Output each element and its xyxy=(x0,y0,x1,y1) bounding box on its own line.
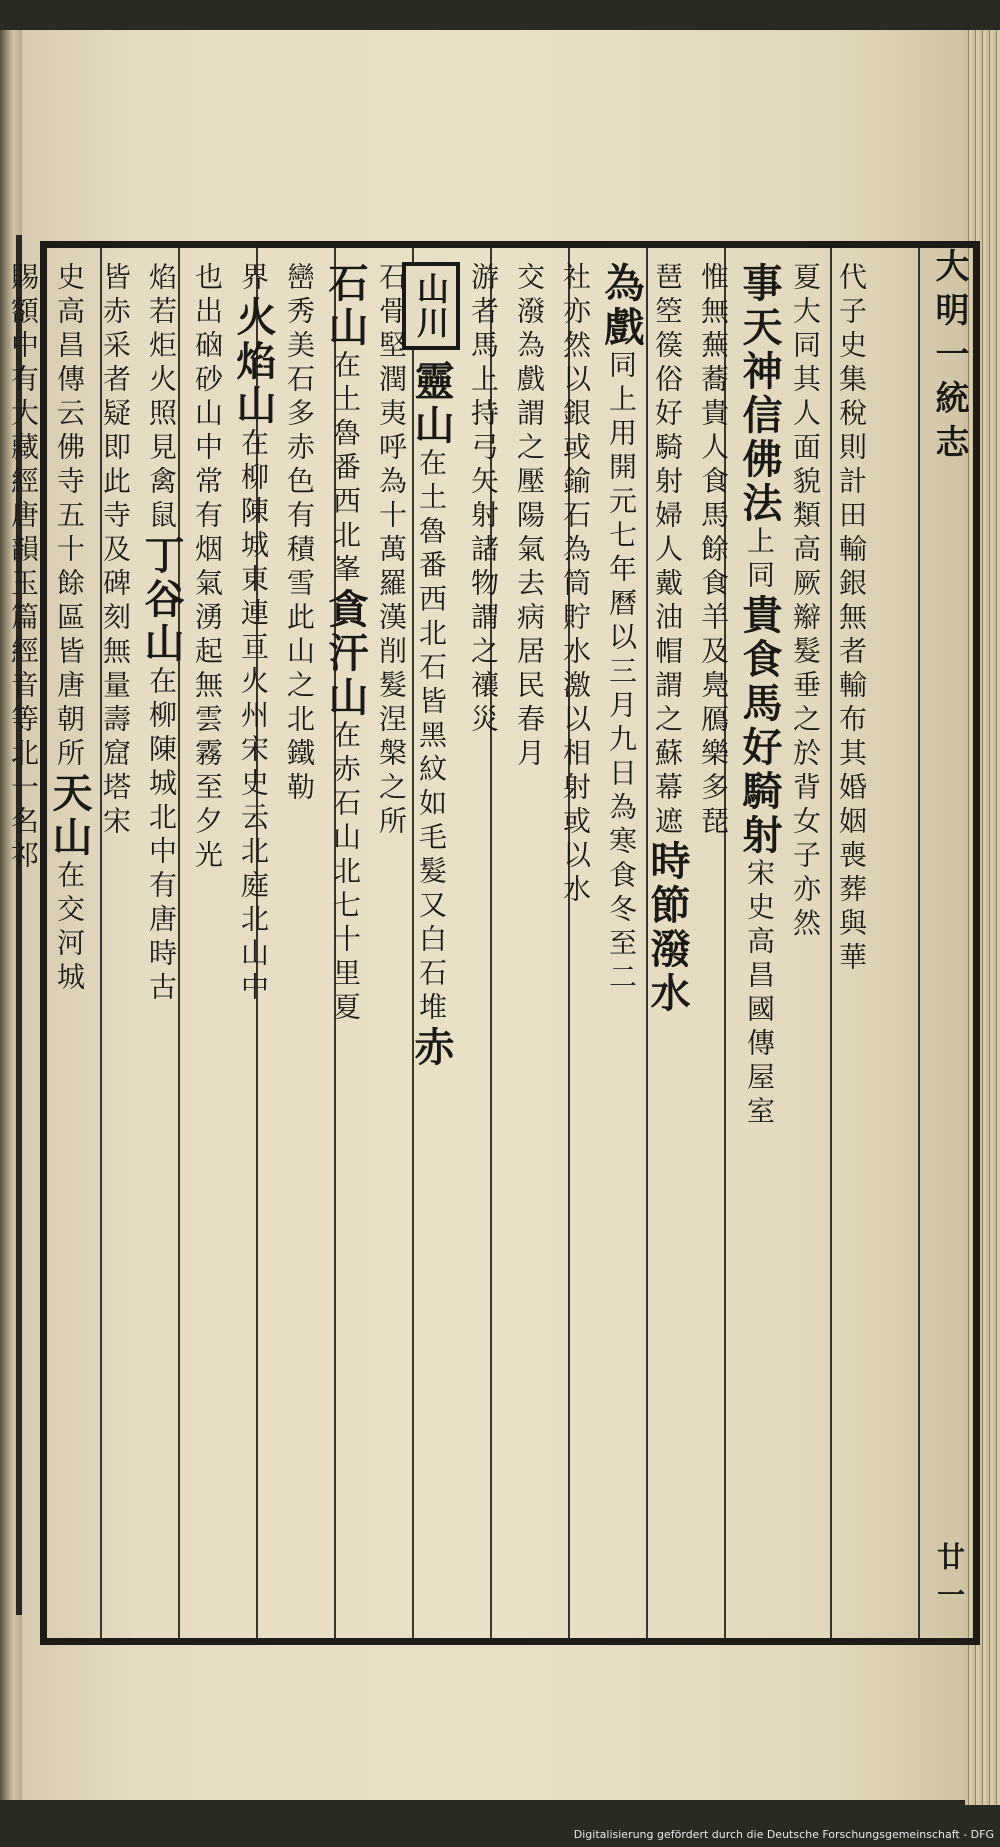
annotation-text: 巒秀美石多赤色 xyxy=(283,262,316,500)
annotation-text: 同上用開元七年曆以三月九日為寒食冬至二 xyxy=(605,350,638,996)
annotation-text: 石骨堅潤夷呼為十萬羅漢削髮涅槃之所 xyxy=(375,262,408,840)
annotation-text: 在赤石山北七十里夏 xyxy=(329,720,362,1026)
text-column xyxy=(0,262,46,1632)
annotation-text: 惟無蕪蕎貴人食馬餘食羊及鳧鴈樂多琵 xyxy=(697,262,730,840)
annotation-text: 有積雪此山之北鐵勒 xyxy=(283,500,316,806)
annotation-text: 賜額中有大藏經唐韻玉篇經音等 xyxy=(7,262,40,738)
annotation-text: 在土魯番西北峯 xyxy=(329,350,362,588)
heading-term: 靈山 xyxy=(408,360,455,448)
text-column xyxy=(276,262,322,1632)
text-column xyxy=(552,262,598,1632)
digitization-credit: Digitalisierung gefördert durch die Deutsche Forschungsgemeinschaft - DFG xyxy=(573,1828,994,1841)
annotation-text: 在土魯番西北石皆黑紋如毛髮又白石堆 xyxy=(415,448,448,1026)
book-title: 大明一統志 xyxy=(929,248,969,468)
annotation-text: 夏大同其人面貌類高厥辮髮垂之於背女子亦然 xyxy=(789,262,822,942)
text-column xyxy=(782,262,828,1632)
text-column xyxy=(644,262,690,1632)
heading-term: 為戲 xyxy=(598,262,645,350)
annotation-text: 史高昌傳云佛寺五十餘區皆唐朝所 xyxy=(53,262,86,772)
annotation-text: 宋史高昌國傳屋室 xyxy=(743,858,776,1130)
section-tag: 山川 xyxy=(402,262,460,350)
annotation-text: 在柳陳城北中有唐時古 xyxy=(145,666,178,1006)
text-column xyxy=(408,262,460,1632)
heading-term: 事天神信佛法 xyxy=(736,262,783,526)
annotation-text: 皆赤采者疑即此 xyxy=(99,262,132,500)
text-column xyxy=(828,262,874,1632)
annotation-text: 也出硇砂山中常有烟氣湧起無雲霧至夕光 xyxy=(191,262,224,874)
heading-term: 赤 xyxy=(408,1026,455,1070)
text-column xyxy=(598,262,644,1632)
text-column xyxy=(506,262,552,1632)
annotation-text: 琶箜篌俗好騎射婦人戴油帽謂之蘇幕遮 xyxy=(651,262,684,840)
annotation-text: 社亦然以銀或鍮石為筒貯水激以相射或以水 xyxy=(559,262,592,908)
annotation-text: 游者馬上持弓矢射諸物謂之禳災 xyxy=(467,262,500,738)
heading-term: 石山 xyxy=(322,262,369,350)
annotation-text: 北一名祁 xyxy=(7,738,40,874)
text-column xyxy=(460,262,506,1632)
annotation-text: 交潑為戲謂之壓陽氣去病居民春月 xyxy=(513,262,546,772)
text-column xyxy=(368,262,414,1632)
annotation-text: 在交河城 xyxy=(53,860,86,996)
text-column xyxy=(138,262,184,1632)
text-column xyxy=(736,262,782,1632)
annotation-text: 焰若炬火照見禽鼠 xyxy=(145,262,178,534)
annotation-text: 代子史集稅則計田輸銀無者輸布其婚姻喪葬與華 xyxy=(835,262,868,976)
annotation-text: 上同 xyxy=(743,526,776,594)
heading-term: 天山 xyxy=(46,772,93,860)
column-rule xyxy=(918,248,920,1638)
heading-term: 丁谷山 xyxy=(138,534,185,666)
heading-term: 貪汗山 xyxy=(322,588,369,720)
text-column xyxy=(46,262,92,1632)
heading-term: 貴食馬好騎射 xyxy=(736,594,783,858)
annotation-text: 寺及碑刻無量壽窟塔宋 xyxy=(99,500,132,840)
annotation-text: 在柳陳城東連亘火州宋史云北庭北山中 xyxy=(237,428,270,1006)
heading-term: 火焰山 xyxy=(230,296,277,428)
page-header xyxy=(925,248,973,1638)
text-column xyxy=(690,262,736,1632)
text-column xyxy=(322,262,368,1632)
text-column xyxy=(230,262,276,1632)
heading-term: 時節潑水 xyxy=(644,840,691,1016)
text-column xyxy=(92,262,138,1632)
annotation-text: 界 xyxy=(237,262,270,296)
folio-number: 廿一 xyxy=(933,1542,966,1618)
text-column xyxy=(184,262,230,1632)
